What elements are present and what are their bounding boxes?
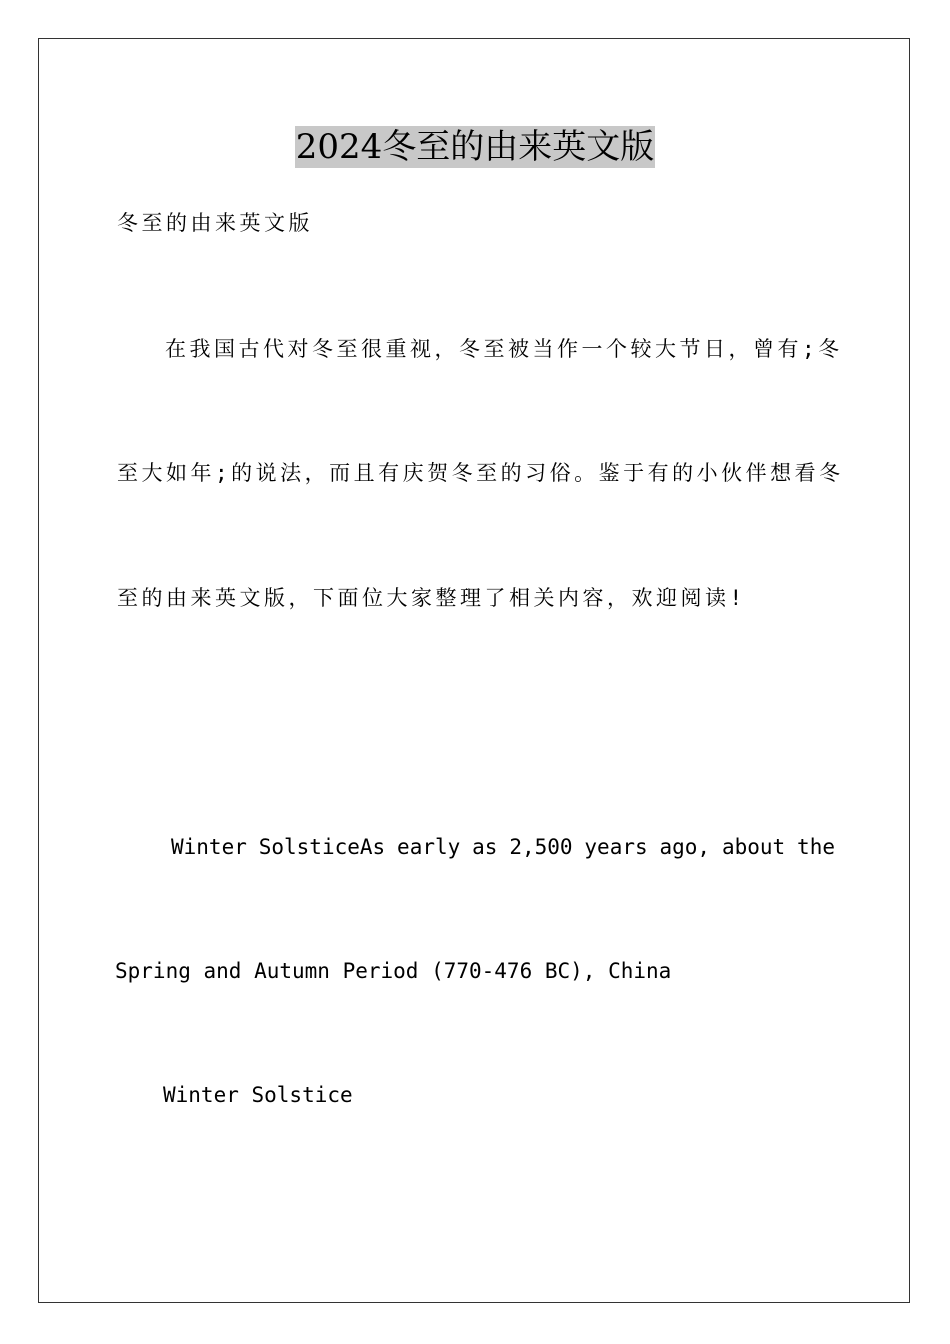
- document-title: 2024冬至的由来英文版: [295, 127, 655, 167]
- word: ago,: [659, 835, 711, 859]
- word: about: [721, 835, 786, 859]
- paragraph1-line3: 至的由来英文版，下面位大家整理了相关内容，欢迎阅读!: [117, 586, 746, 610]
- word: early: [397, 835, 461, 859]
- paragraph1-line2: 至大如年;的说法，而且有庆贺冬至的习俗。鉴于有的小伙伴想看冬: [117, 461, 844, 485]
- word: 2,500: [509, 835, 573, 859]
- word: as: [472, 835, 498, 859]
- paragraph1-line1: 在我国古代对冬至很重视，冬至被当作一个较大节日，曾有;冬: [165, 337, 843, 361]
- word: the: [797, 835, 835, 859]
- word: SolsticeAs: [258, 835, 386, 859]
- paragraph2-line2: Spring and Autumn Period (770-476 BC), China: [115, 959, 672, 983]
- word: Winter: [171, 835, 247, 859]
- paragraph3-line1: Winter Solstice: [163, 1083, 353, 1107]
- document-subtitle: 冬至的由来英文版: [117, 211, 313, 235]
- word: years: [584, 835, 648, 859]
- title-container: [0, 126, 950, 168]
- paragraph2-line1: [171, 832, 835, 862]
